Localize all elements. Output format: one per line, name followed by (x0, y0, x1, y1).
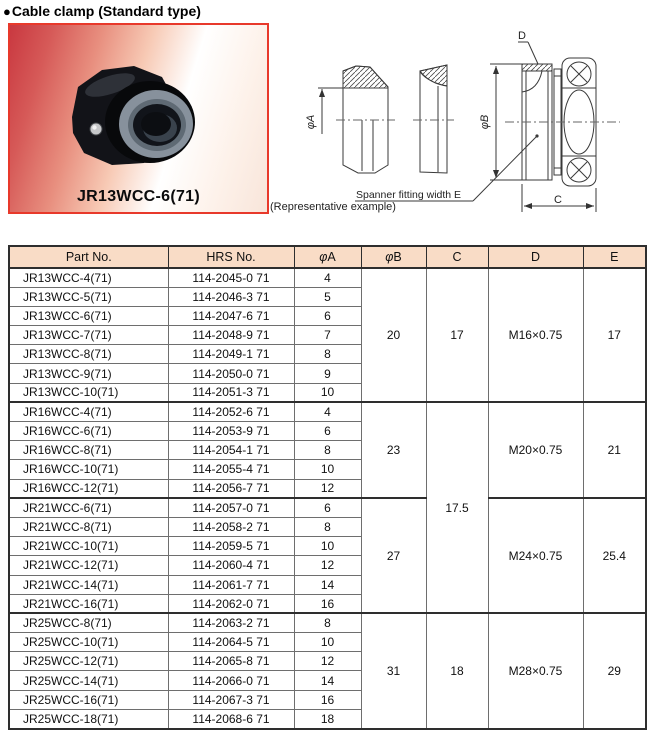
cell-phiA: 8 (294, 517, 361, 536)
cell-phiA: 5 (294, 287, 361, 306)
cell-part: JR21WCC-12(71) (9, 556, 168, 575)
cell-hrs: 114-2057-0 71 (168, 498, 294, 517)
table-row (9, 268, 646, 287)
cell-hrs: 114-2058-2 71 (168, 517, 294, 536)
assembly-nut-hatch (522, 64, 552, 71)
cell-part: JR25WCC-14(71) (9, 671, 168, 690)
cell-phiA: 10 (294, 460, 361, 479)
cell-phiA: 16 (294, 594, 361, 613)
cell-part: JR16WCC-8(71) (9, 441, 168, 460)
cell-part: JR16WCC-10(71) (9, 460, 168, 479)
cell-hrs: 114-2055-4 71 (168, 460, 294, 479)
cell-part: JR21WCC-6(71) (9, 498, 168, 517)
cell-part: JR21WCC-16(71) (9, 594, 168, 613)
cell-d-group: M24×0.75 (488, 498, 583, 613)
cell-part: JR21WCC-10(71) (9, 537, 168, 556)
table-row (9, 402, 646, 421)
cell-phiA: 12 (294, 479, 361, 498)
cell-hrs: 114-2064-5 71 (168, 633, 294, 652)
col-header-phiB: φB (361, 246, 426, 268)
col-header-hrs: HRS No. (168, 246, 294, 268)
cell-phiA: 6 (294, 498, 361, 517)
cell-hrs: 114-2062-0 71 (168, 594, 294, 613)
cell-part: JR13WCC-8(71) (9, 345, 168, 364)
cell-phiA: 18 (294, 709, 361, 728)
cell-hrs: 114-2066-0 71 (168, 671, 294, 690)
cell-part: JR25WCC-18(71) (9, 709, 168, 728)
cell-phiA: 8 (294, 613, 361, 632)
cell-hrs: 114-2065-8 71 (168, 652, 294, 671)
nut-hatch (343, 66, 388, 88)
cell-hrs: 114-2053-9 71 (168, 422, 294, 441)
cell-phiA: 10 (294, 633, 361, 652)
table-row (9, 498, 646, 517)
cell-hrs: 114-2048-9 71 (168, 326, 294, 345)
cell-phiA: 14 (294, 671, 361, 690)
cell-part: JR25WCC-8(71) (9, 613, 168, 632)
cell-hrs: 114-2045-0 71 (168, 268, 294, 287)
cell-part: JR21WCC-8(71) (9, 517, 168, 536)
cell-phiA: 12 (294, 556, 361, 575)
cell-phiA: 8 (294, 441, 361, 460)
cell-phiA: 9 (294, 364, 361, 383)
cell-e-group: 17 (583, 268, 646, 402)
cell-part: JR13WCC-6(71) (9, 306, 168, 325)
cell-phiA: 7 (294, 326, 361, 345)
cell-c-group: 17 (426, 268, 488, 402)
cell-part: JR13WCC-5(71) (9, 287, 168, 306)
cell-phiB-group: 31 (361, 613, 426, 728)
cell-d-group: M28×0.75 (488, 613, 583, 728)
cell-part: JR13WCC-7(71) (9, 326, 168, 345)
cell-c-group: 18 (426, 613, 488, 728)
cell-phiB-group: 23 (361, 402, 426, 498)
page-title-text: Cable clamp (Standard type) (11, 3, 201, 19)
spec-table (8, 245, 647, 730)
table-header-row (9, 246, 646, 268)
cell-part: JR25WCC-12(71) (9, 652, 168, 671)
cell-part: JR13WCC-10(71) (9, 383, 168, 402)
cell-part: JR25WCC-10(71) (9, 633, 168, 652)
cell-hrs: 114-2047-6 71 (168, 306, 294, 325)
cell-d-group: M20×0.75 (488, 402, 583, 498)
cell-phiA: 10 (294, 537, 361, 556)
product-caption: JR13WCC-6(71) (76, 188, 201, 205)
cell-d-group: M16×0.75 (488, 268, 583, 402)
cell-hrs: 114-2051-3 71 (168, 383, 294, 402)
col-header-d: D (488, 246, 583, 268)
cell-hrs: 114-2060-4 71 (168, 556, 294, 575)
technical-drawing (300, 22, 654, 227)
dim-label-phiB: φB (479, 114, 491, 130)
cell-phiA: 6 (294, 306, 361, 325)
cell-e-group: 29 (583, 613, 646, 728)
cell-e-group: 21 (583, 402, 646, 498)
cell-part: JR13WCC-4(71) (9, 268, 168, 287)
cell-phiA: 10 (294, 383, 361, 402)
cell-hrs: 114-2059-5 71 (168, 537, 294, 556)
col-header-c: C (426, 246, 488, 268)
cell-hrs: 114-2056-7 71 (168, 479, 294, 498)
cell-hrs: 114-2046-3 71 (168, 287, 294, 306)
col-header-e: E (583, 246, 646, 268)
table-row (9, 613, 646, 632)
cell-phiA: 16 (294, 690, 361, 709)
spanner-label: Spanner fitting width E (356, 189, 462, 201)
dim-label-d: D (518, 30, 526, 42)
cell-phiA: 6 (294, 422, 361, 441)
bullet-icon: ● (3, 3, 11, 19)
cell-part: JR16WCC-6(71) (9, 422, 168, 441)
page-title (3, 3, 201, 19)
cell-part: JR21WCC-14(71) (9, 575, 168, 594)
cell-hrs: 114-2068-6 71 (168, 709, 294, 728)
cell-part: JR16WCC-12(71) (9, 479, 168, 498)
cell-part: JR16WCC-4(71) (9, 402, 168, 421)
dim-label-phiA: φA (305, 114, 317, 130)
cell-hrs: 114-2049-1 71 (168, 345, 294, 364)
cell-c-group: 17.5 (426, 402, 488, 613)
screw-highlight (92, 125, 96, 129)
cell-phiA: 8 (294, 345, 361, 364)
cell-phiA: 14 (294, 575, 361, 594)
cell-hrs: 114-2067-3 71 (168, 690, 294, 709)
cell-hrs: 114-2061-7 71 (168, 575, 294, 594)
representative-note: (Representative example) (270, 201, 396, 213)
cell-phiB-group: 20 (361, 268, 426, 402)
col-header-part: Part No. (9, 246, 168, 268)
cell-hrs: 114-2052-6 71 (168, 402, 294, 421)
dim-label-c: C (554, 194, 562, 206)
cell-phiA: 4 (294, 402, 361, 421)
cell-phiA: 12 (294, 652, 361, 671)
cell-hrs: 114-2054-1 71 (168, 441, 294, 460)
bore-hole (141, 112, 171, 136)
col-header-phiA: φA (294, 246, 361, 268)
product-photo (10, 25, 267, 212)
cell-phiB-group: 27 (361, 498, 426, 613)
cell-phiA: 4 (294, 268, 361, 287)
cell-part: JR13WCC-9(71) (9, 364, 168, 383)
product-photo-box (8, 23, 269, 214)
cell-part: JR25WCC-16(71) (9, 690, 168, 709)
cell-hrs: 114-2050-0 71 (168, 364, 294, 383)
cell-hrs: 114-2063-2 71 (168, 613, 294, 632)
cell-e-group: 25.4 (583, 498, 646, 613)
